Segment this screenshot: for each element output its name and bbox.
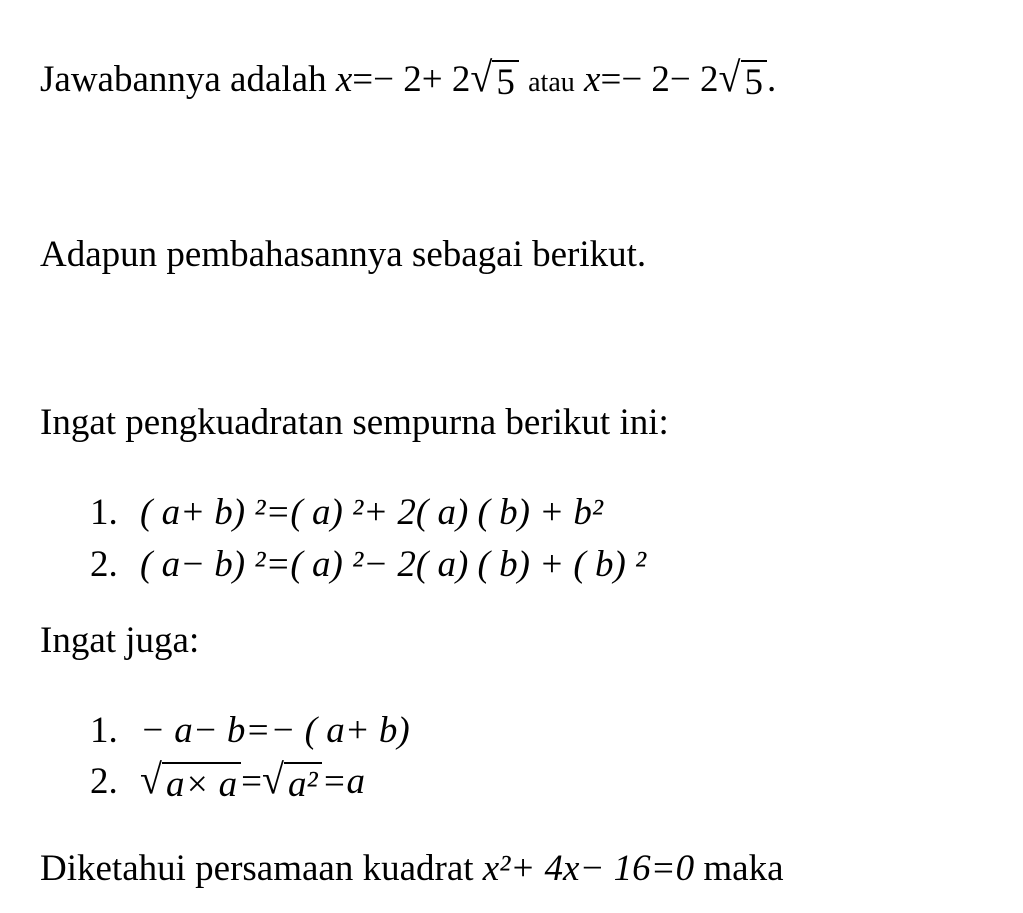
solution-1-sqrt	[470, 53, 518, 103]
known-line	[40, 850, 784, 887]
connector-text: atau	[528, 67, 575, 98]
solution-2-expression: − 2− 2	[621, 59, 719, 100]
also-heading: Ingat juga:	[40, 620, 200, 661]
solution-1-var: x	[335, 59, 353, 100]
perfect-square-heading: Ingat pengkuadratan sempurna berikut ini:	[40, 402, 669, 443]
perfect-square-item-1	[90, 494, 603, 531]
equals-sign: =	[241, 761, 263, 802]
solution-2-sqrt	[718, 53, 767, 103]
also-item-1	[90, 712, 410, 749]
answer-end: .	[767, 59, 777, 100]
item-number: 2.	[90, 544, 118, 585]
answer-prefix: Jawabannya adalah	[40, 59, 327, 100]
known-prefix: Diketahui persamaan kuadrat	[40, 848, 474, 889]
radical-sign: √	[140, 755, 162, 804]
solution-1-radicand: 5	[492, 60, 519, 101]
radical-sign: √	[470, 53, 493, 102]
solution-2-eq: =	[600, 59, 622, 100]
item-number: 1.	[90, 710, 118, 751]
formula-expression: ( a+ b) ²=( a) ²+ 2( a) ( b) + b²	[140, 492, 603, 533]
item-number: 2.	[90, 761, 118, 802]
intro-text: Adapun pembahasannya sebagai berikut.	[40, 234, 647, 275]
radical-sign: √	[718, 53, 741, 102]
solution-2-radicand: 5	[741, 60, 768, 101]
sqrt-a-squared	[262, 755, 322, 805]
formula-expression: − a− b=− ( a+ b)	[140, 710, 410, 751]
radicand-a-times-a: a× a	[162, 762, 241, 803]
known-suffix: maka	[703, 848, 784, 889]
sqrt-a-times-a	[140, 755, 241, 805]
quadratic-equation: x²+ 4x− 16=0	[482, 848, 695, 889]
formula-expression: ( a− b) ²=( a) ²− 2( a) ( b) + ( b) ²	[140, 544, 647, 585]
perfect-square-item-2	[90, 546, 646, 583]
radicand-a-squared: a²	[284, 762, 322, 803]
result-expression: =a	[321, 761, 366, 802]
solution-1-expression: − 2+ 2	[373, 59, 471, 100]
item-number: 1.	[90, 492, 118, 533]
radical-sign: √	[262, 755, 284, 804]
solution-2-var: x	[584, 59, 601, 100]
solution-1-eq: =	[352, 59, 374, 100]
answer-line	[40, 53, 777, 103]
also-item-2	[90, 755, 366, 805]
